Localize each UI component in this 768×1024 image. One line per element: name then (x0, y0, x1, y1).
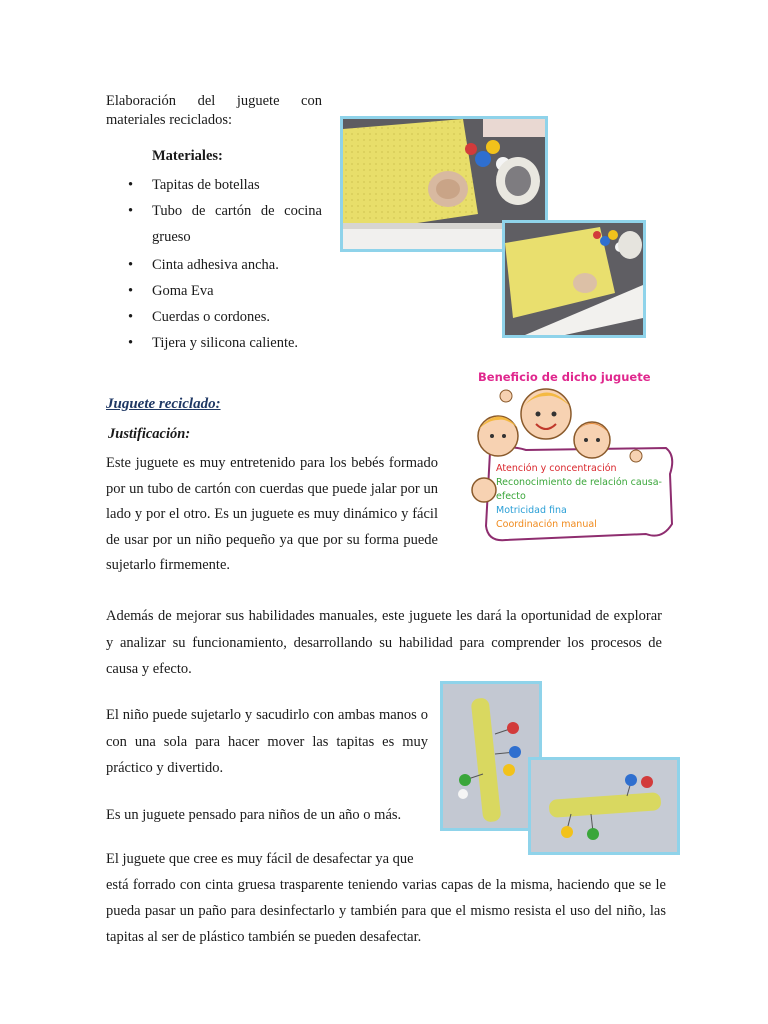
list-item: • Tubo de cartón de cocina grueso (106, 198, 322, 250)
intro-heading (106, 92, 322, 130)
materials-list (106, 172, 322, 356)
toy-photo-1 (440, 681, 542, 831)
toy-photo-1-image (443, 684, 539, 828)
benefit-item: Atención y concentración (496, 463, 617, 474)
paragraph-5-rest: está forrado con cinta gruesa trasparente teniendo varias capas de la misma, haciendo que se le pueda pasar un paño para desinfectarlo y también para que el mismo resista el uso del niño, las tapitas al ser de plástico también se pueden desafectar. (106, 877, 666, 945)
paragraph-4: Es un juguete pensado para niños de un año o más. (106, 807, 402, 823)
paragraph-1: Este juguete es muy entretenido para los bebés formado por un tubo de cartón con cuerdas que puede jalar por un lado y por el otro. Es un juguete es muy dinámico y fácil de usar por un niño pequeño ya que por su forma puede sujetarlo firmemente. (106, 455, 438, 573)
benefit-list (496, 462, 674, 532)
benefit-item: Motricidad fina (496, 505, 567, 516)
benefit-card (466, 364, 678, 560)
benefit-item: efecto (496, 491, 526, 502)
justification-title: Justificación: (108, 426, 191, 442)
intro-line-2: materiales reciclados: (106, 112, 233, 128)
list-item: • Goma Eva (106, 278, 322, 304)
list-item: • Cinta adhesiva ancha. (106, 252, 322, 278)
list-item: • Tijera y silicona caliente. (106, 330, 322, 356)
materials-photo-2 (502, 220, 646, 338)
list-item: • Tapitas de botellas (106, 172, 322, 198)
list-item: • Cuerdas o cordones. (106, 304, 322, 330)
materials-title: Materiales: (152, 148, 223, 164)
section-title: Juguete reciclado: (106, 396, 221, 412)
benefit-title: Beneficio de dicho juguete (478, 370, 651, 384)
toy-photo-2-image (531, 760, 677, 852)
benefit-item: Coordinación manual (496, 519, 597, 530)
paragraph-2: Además de mejorar sus habilidades manuales, este juguete les dará la oportunidad de explorar y analizar su funcionamiento, desarrollando su habilidad para comprender los procesos de causa y efecto. (106, 608, 662, 677)
materials-photo-2-image (505, 223, 643, 335)
intro-line-1: Elaboración del juguete con (106, 93, 322, 109)
paragraph-3: El niño puede sujetarlo y sacudirlo con ambas manos o con una sola para hacer mover las tapitas es muy práctico y divertido. (106, 707, 428, 776)
toy-photo-2 (528, 757, 680, 855)
paragraph-5-first-line: El juguete que cree es muy fácil de desafectar ya que (106, 851, 414, 867)
benefit-item: Reconocimiento de relación causa- (496, 477, 662, 488)
